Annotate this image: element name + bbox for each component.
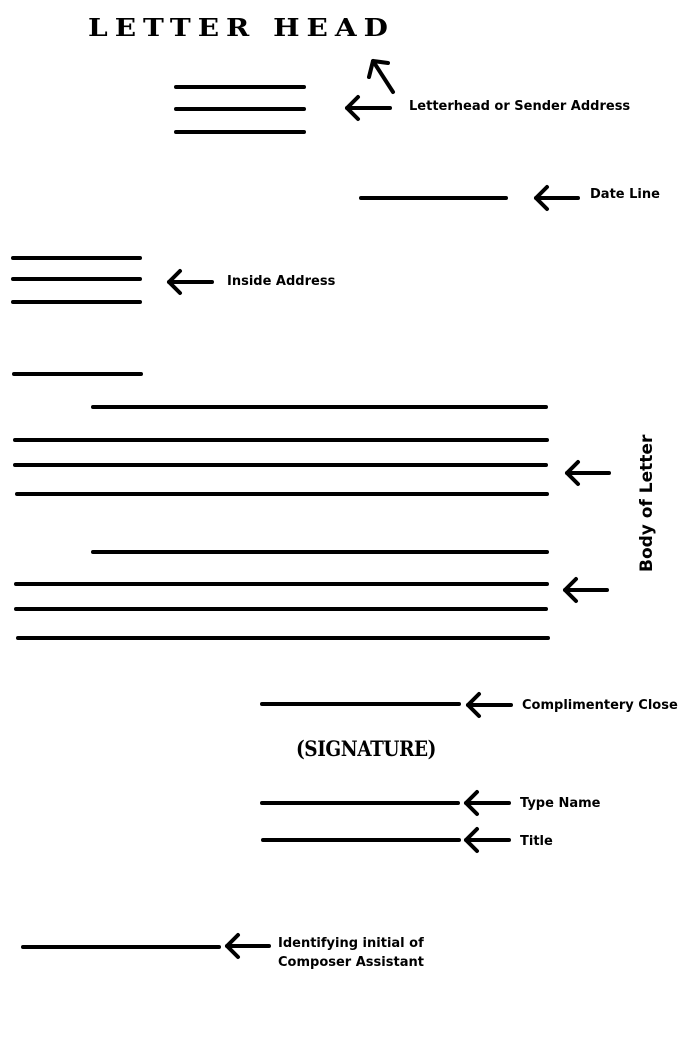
arrow-to-complimentary-close xyxy=(468,694,511,716)
arrow-to-date-line xyxy=(536,187,578,209)
arrow-to-type-name xyxy=(466,792,509,814)
arrow-to-title xyxy=(466,829,509,851)
date-line-label: Date Line xyxy=(590,187,660,202)
inside-address-label: Inside Address xyxy=(227,274,336,289)
arrow-to-sender-address xyxy=(347,97,390,119)
arrow-to-letterhead-title xyxy=(369,61,393,92)
identifying-initial-label-line-1: Identifying initial of xyxy=(278,936,424,951)
arrow-to-identifying-initial xyxy=(227,935,269,957)
body-of-letter-label: Body of Letter xyxy=(637,434,657,572)
identifying-initial-label-line-2: Composer Assistant xyxy=(278,955,424,970)
title-label: Title xyxy=(520,834,553,849)
signature-placeholder: (SIGNATURE) xyxy=(296,736,436,761)
letterhead-label: Letterhead or Sender Address xyxy=(409,99,631,114)
complimentary-close-label: Complimentery Close xyxy=(522,698,678,713)
type-name-label: Type Name xyxy=(520,796,601,811)
letter-head-title: LETTER HEAD xyxy=(88,14,395,43)
arrow-to-body-paragraph-2 xyxy=(565,579,607,601)
arrow-to-body-paragraph-1 xyxy=(567,462,609,484)
arrow-to-inside-address xyxy=(169,271,212,293)
